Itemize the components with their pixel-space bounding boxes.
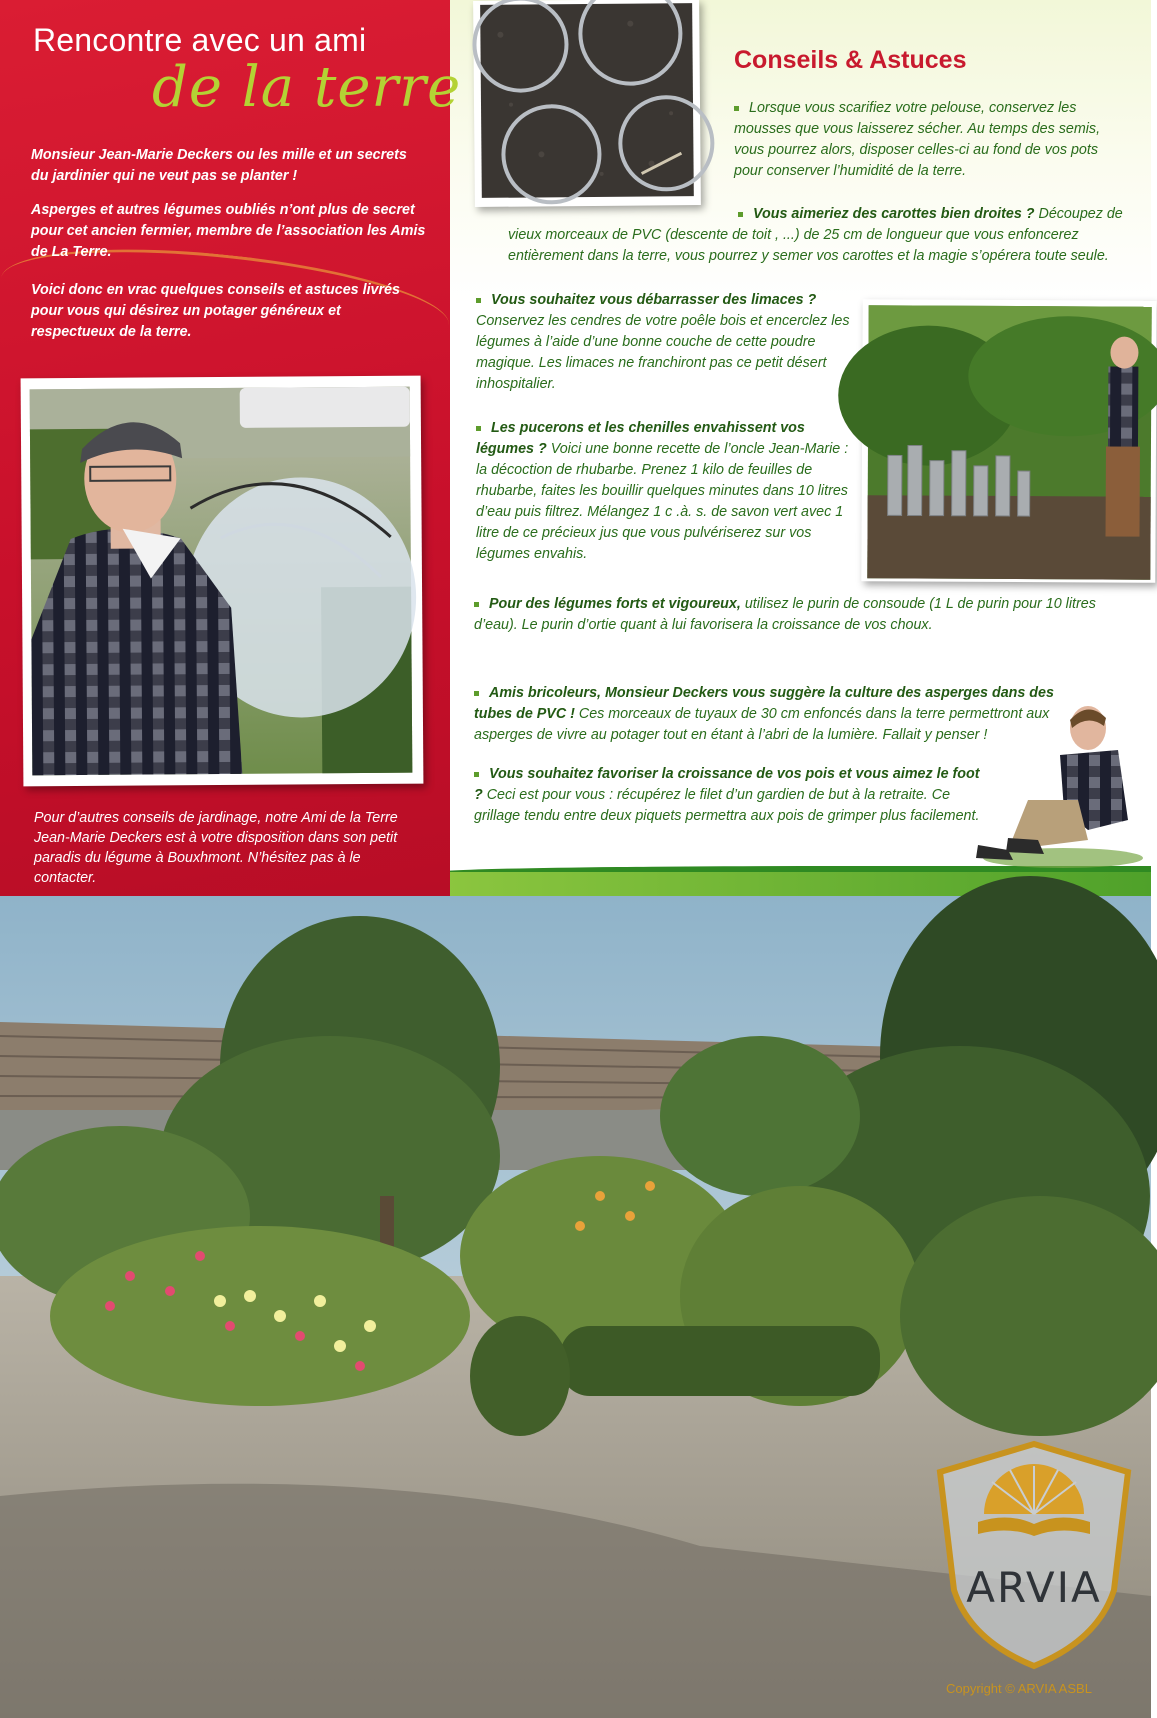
tip-text: Lorsque vous scarifiez votre pelouse, conservez les mousses que vous laisserez sécher. Au temps des semis, vous pourrez alors, disposer celles-ci au fond de vos pots pour conserver l’humidité de la terre.	[734, 100, 1101, 179]
badge-text: ARVIA	[966, 1563, 1102, 1612]
gardener-portrait-illustration	[30, 387, 413, 776]
tip-lead: Pour des légumes forts et vigoureux,	[489, 596, 741, 612]
tip-text: Ceci est pour vous : récupérez le filet d’un gardien de but à la retraite. Ce grillage tendu entre deux piquets permettra aux pois de grimper plus facilement.	[474, 787, 980, 824]
tip-text: utilisez le purin de consoude (1 L de purin pour 10 litres d’eau). Le purin d’ortie quant à lui favorisera la croissance de vos choux.	[474, 596, 1096, 633]
tip-comfrey	[474, 594, 1130, 636]
tip-moss	[734, 98, 1130, 182]
tip-aphids	[476, 418, 852, 565]
tip-lead: Vous aimeriez des carottes bien droites ?	[753, 206, 1035, 222]
bullet-icon	[474, 691, 479, 696]
tip-text: Découpez de vieux morceaux de PVC (descente de toit , ...) de 25 cm de longueur que vous enfoncerez entièrement dans la terre, vous pourrez y semer vos carottes et la magie s’opérera toute seule.	[508, 206, 1123, 264]
bullet-icon	[734, 106, 739, 111]
photo-caption: Pour d’autres conseils de jardinage, notre Ami de la Terre Jean-Marie Deckers est à votre disposition dans son petit paradis du légume à Bouxhmont. N’hésitez pas à le contacter.	[34, 810, 398, 886]
tip-text: Conservez les cendres de votre poêle bois et encerclez les légumes à l’aide d’une bonne couche de cette poudre magique. Les limaces ne franchiront pas ce petit désert inhospitalier.	[476, 313, 850, 392]
article-title-line2: de la terre	[152, 55, 462, 120]
bullet-icon	[476, 298, 481, 303]
bullet-icon	[474, 602, 479, 607]
tip-text: Voici une bonne recette de l’oncle Jean-Marie : la décoction de rhubarbe. Prenez 1 kilo de feuilles de rhubarbe, faites les bouillir quelques minutes dans 10 litres d’eau puis filtrez. Mélangez 1 c .à. s. de savon vert avec 1 litre de ce précieux jus que vous pulvériserez sur vos légumes envahis.	[476, 441, 849, 562]
soil-photo	[473, 0, 701, 207]
bullet-icon	[476, 426, 481, 431]
portrait-photo-image	[30, 387, 413, 776]
section-heading: Conseils & Astuces	[734, 46, 967, 74]
tip-text: Ces morceaux de tuyaux de 30 cm enfoncés dans la terre permettront aux asperges de vivre au potager tout en étant à l’abri de la lumière. Fallait y penser !	[474, 706, 1050, 743]
intro-paragraph-1: Monsieur Jean-Marie Deckers ou les mille et un secrets du jardinier qui ne veut pas se planter !	[31, 147, 407, 184]
tip-slugs	[476, 290, 852, 395]
bullet-icon	[474, 772, 479, 777]
portrait-photo	[21, 376, 424, 787]
intro-paragraph-2: Asperges et autres légumes oubliés n’ont plus de secret pour cet ancien fermier, membre de l’association les Amis de La Terre.	[31, 202, 426, 260]
tip-lead: Amis bricoleurs, Monsieur Deckers vous suggère la culture des asperges dans des tubes de PVC !	[474, 685, 1054, 722]
sitting-man-illustration	[968, 700, 1148, 870]
arvia-badge-logo	[928, 1440, 1140, 1672]
article-title-line1: Rencontre avec un ami	[33, 22, 367, 58]
tip-lead: Les pucerons et les chenilles envahissent vos légumes ?	[476, 420, 805, 457]
garden-tubes-photo	[861, 299, 1156, 583]
pvc-tubes-garden-illustration	[867, 305, 1151, 579]
bullet-icon	[738, 212, 743, 217]
tip-lead: Vous souhaitez favoriser la croissance de vos pois et vous aimez le foot ?	[474, 766, 980, 803]
soil-photo-image	[480, 3, 694, 198]
tip-lead: Vous souhaitez vous débarrasser des limaces ?	[491, 292, 817, 308]
intro-paragraph-3: Voici donc en vrac quelques conseils et astuces livrés pour vous qui désirez un potager généreux et respectueux de la terre.	[31, 282, 400, 340]
garden-tubes-photo-image	[867, 305, 1151, 579]
tip-carrots	[508, 204, 1134, 267]
tip-peas	[474, 764, 984, 827]
copyright-text: Copyright © ARVIA ASBL	[946, 1681, 1092, 1696]
wire-mesh-soil-illustration	[480, 3, 694, 198]
